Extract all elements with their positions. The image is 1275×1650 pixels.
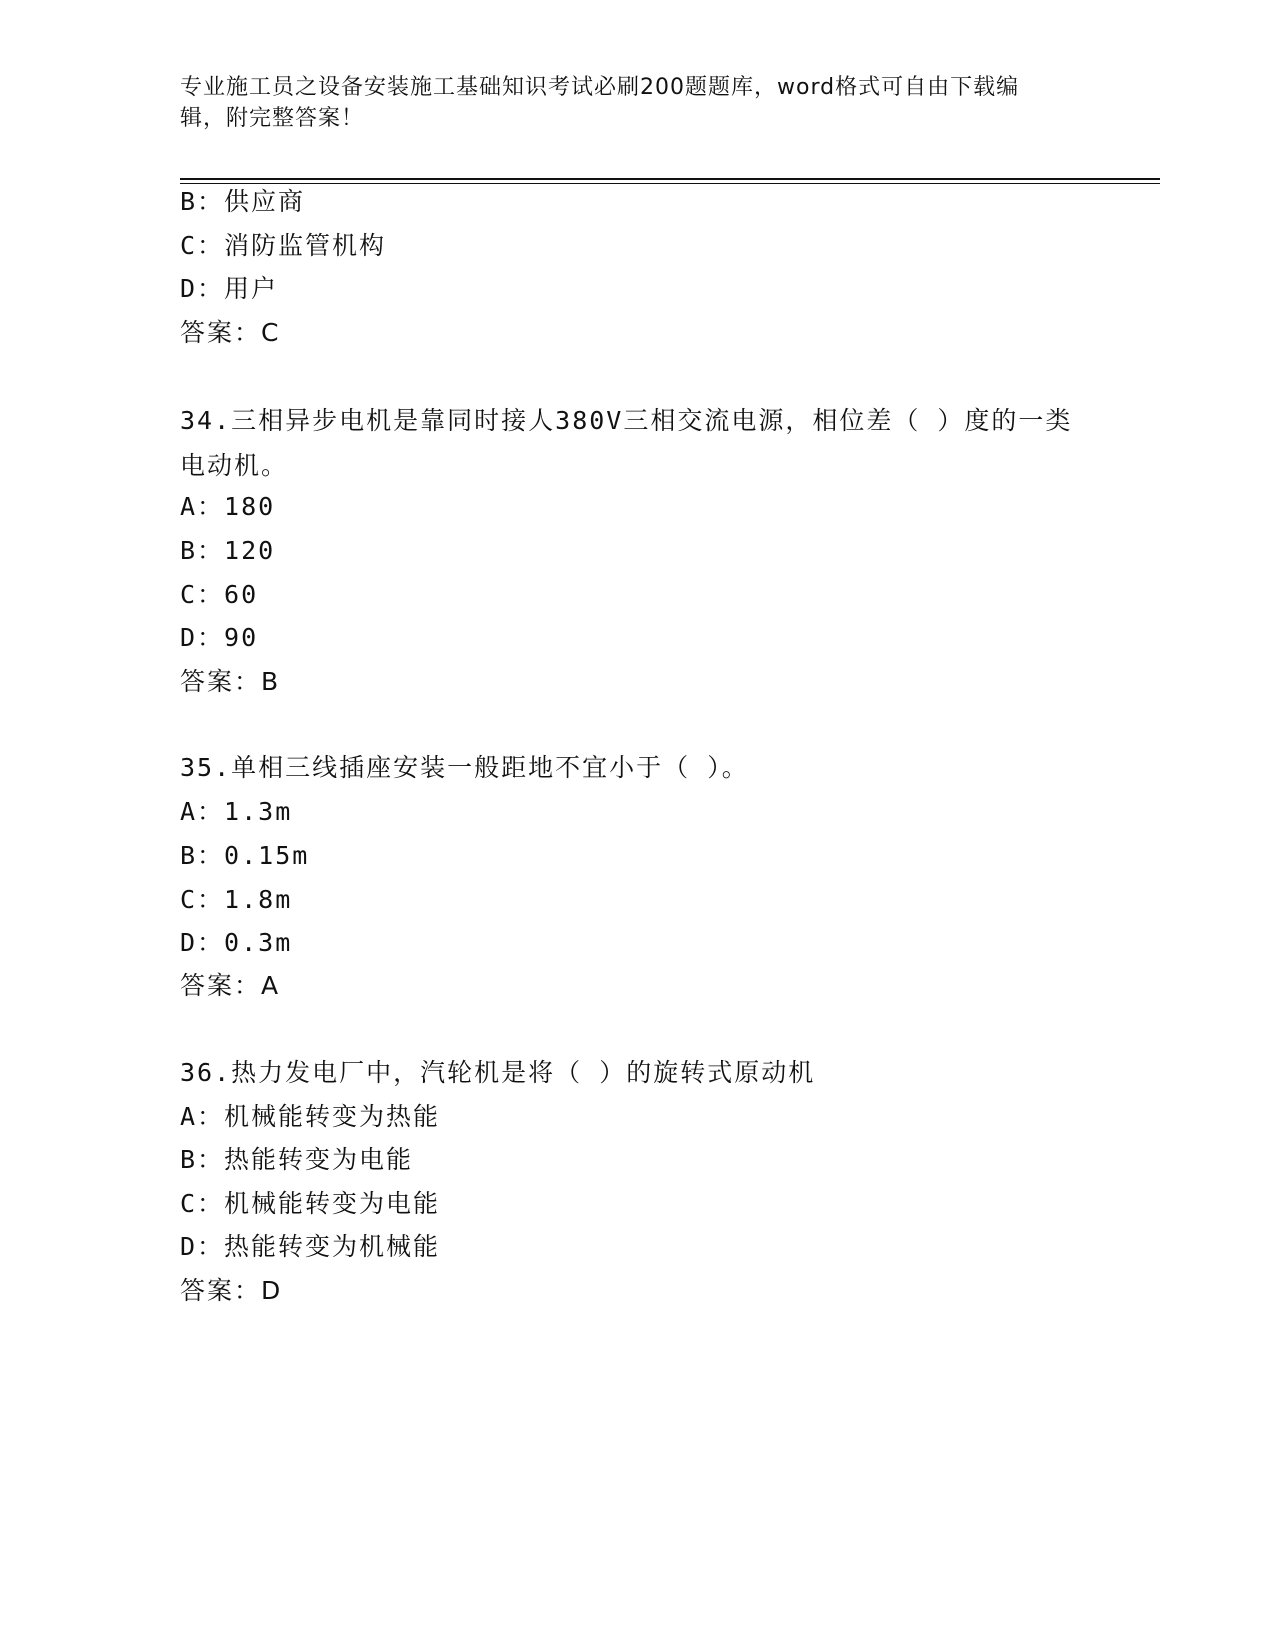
option-c: C：机械能转变为电能 [180,1189,441,1218]
answer-line: 答案：D [180,1276,283,1305]
answer-line: 答案：C [180,318,281,347]
header-rule-thin [180,183,1160,184]
option-b: B：0.15m [180,841,310,870]
document-header: 专业施工员之设备安装施工基础知识考试必刷200题题库，word格式可自由下载编辑，附完整答案！ [180,75,1020,131]
option-b: B：120 [180,536,276,565]
option-d: D：热能转变为机械能 [180,1232,441,1261]
option-a: A：180 [180,492,276,521]
question-36-text: 36.热力发电厂中，汽轮机是将（ ）的旋转式原动机 [180,1058,816,1087]
question-35-text: 35.单相三线插座安装一般距地不宜小于（ ）。 [180,753,749,782]
option-b: B：供应商 [180,187,306,216]
option-c: C：消防监管机构 [180,231,387,260]
option-d: D：0.3m [180,928,293,957]
option-a: A：机械能转变为热能 [180,1102,441,1131]
answer-line: 答案：A [180,971,281,1000]
option-b: B：热能转变为电能 [180,1145,414,1174]
header-rule-thick [180,178,1160,180]
option-c: C：1.8m [180,885,293,914]
answer-line: 答案：B [180,667,281,696]
option-c: C：60 [180,580,259,609]
question-34-text: 34.三相异步电机是靠同时接人380V三相交流电源，相位差（ ）度的一类电动机。 [180,406,1073,480]
option-d: D：用户 [180,274,279,303]
option-d: D：90 [180,623,259,652]
option-a: A：1.3m [180,797,293,826]
